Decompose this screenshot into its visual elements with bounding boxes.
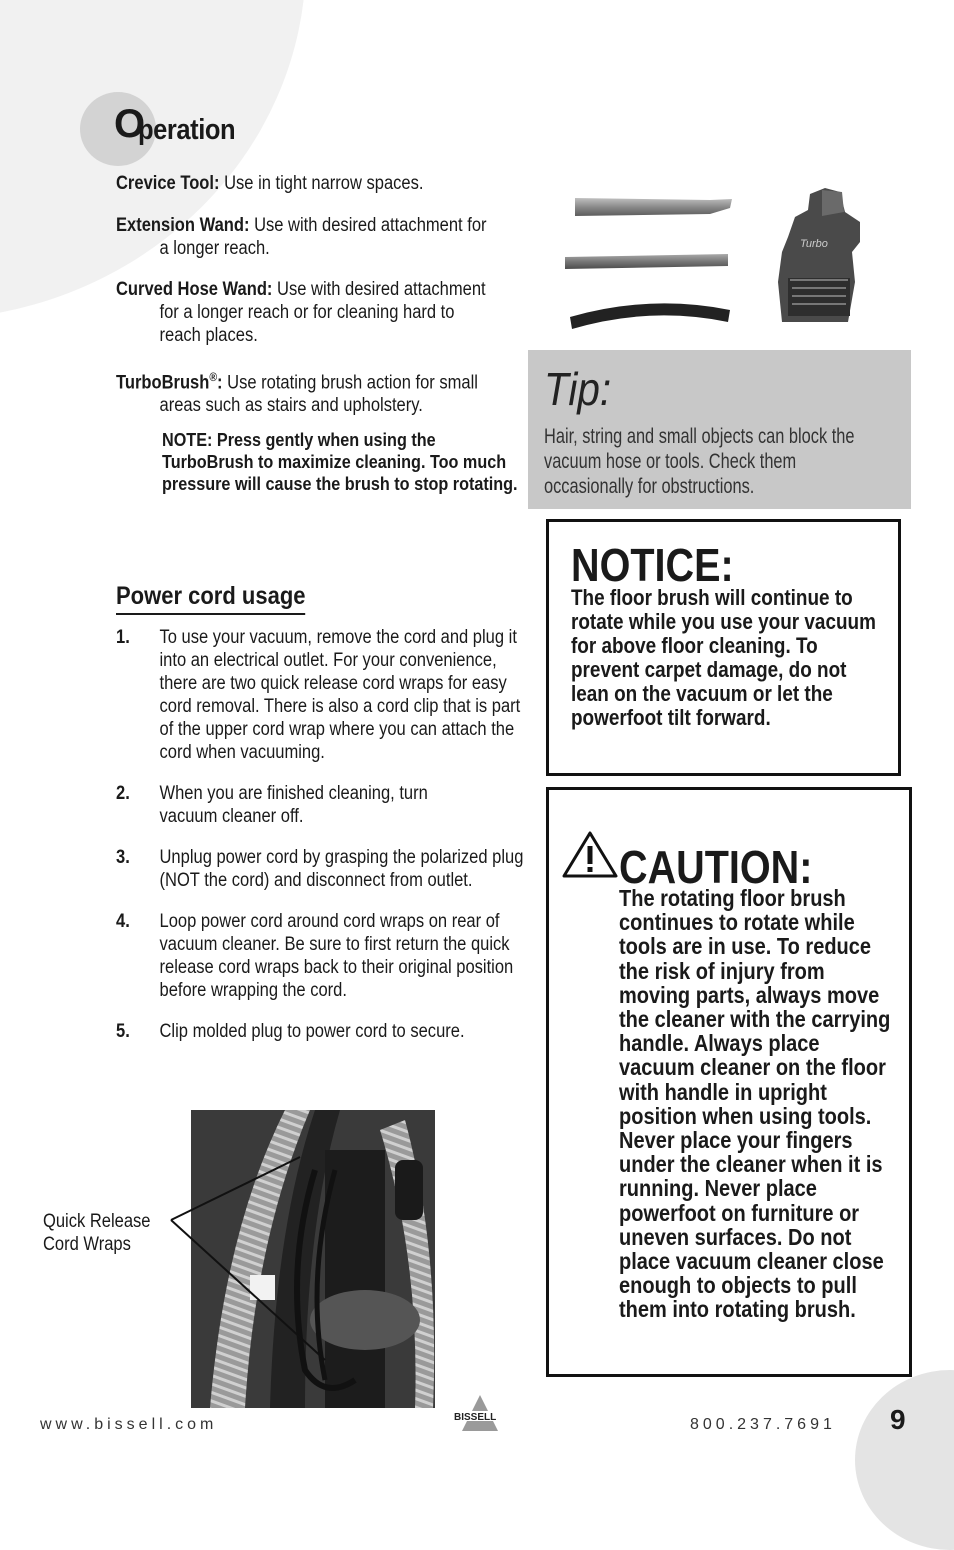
extension-wand-icon — [565, 254, 728, 269]
footer-phone: 800.237.7691 — [690, 1416, 836, 1433]
crevice-tool-icon — [575, 198, 732, 216]
turbobrush-note: NOTE: Press gently when using the TurboBrush to maximize cleaning. Too much pressure will cause the brush to stop rotating. — [162, 430, 518, 494]
step-text: To use your vacuum, remove the cord and plug it into an electrical outlet. For your convenience, there are two quick release cord wraps for easy cord removal. There is also a cord clip that is part of the upper cord wrap where you can attach the cord when vacuuming. — [159, 627, 521, 763]
tool-definition-turbobrush — [116, 366, 525, 417]
step-number: 1. — [116, 627, 130, 648]
tool-description-cont: areas such as stairs and upholstery. — [159, 395, 423, 417]
step-item — [116, 1020, 525, 1043]
tool-description: Use with desired attachment for — [249, 215, 487, 236]
page-number: 9 — [890, 1404, 906, 1435]
heading-initial: O — [114, 102, 146, 146]
tool-term: Extension Wand: — [116, 215, 250, 236]
tool-definition-curved-hose-wand — [116, 278, 525, 347]
background-arc — [0, 0, 306, 320]
power-cord-title: Power cord usage — [116, 582, 306, 615]
bissell-logo — [452, 1393, 508, 1433]
step-item — [116, 910, 525, 1002]
tool-description-cont: for a longer reach or for cleaning hard to reach places. — [159, 302, 455, 346]
tool-description: Use with desired attachment — [272, 279, 486, 300]
tool-term: TurboBrush — [116, 372, 210, 394]
turbobrush-icon — [778, 188, 860, 322]
cord-wrap-photo — [165, 1110, 435, 1410]
power-cord-steps — [116, 626, 525, 1061]
photo-label-line1: Quick Release — [43, 1211, 151, 1232]
caution-box — [546, 787, 912, 1377]
step-item — [116, 626, 525, 764]
step-item — [116, 846, 525, 892]
tip-title: Tip: — [544, 363, 612, 415]
page-number-background — [855, 1370, 954, 1550]
photo-label — [43, 1210, 150, 1256]
notice-box — [546, 519, 901, 776]
warning-triangle-icon — [561, 830, 619, 880]
heading-rest: peration — [138, 114, 236, 146]
step-number: 5. — [116, 1021, 130, 1042]
tool-description-cont: a longer reach. — [159, 238, 270, 259]
step-number: 2. — [116, 783, 130, 804]
caution-body: The rotating floor brush continues to rotate while tools are in use. To reduce the risk of injury from moving parts, always move the cleaner with the carrying handle. Always place vacuum cleaner on the floor with handle in upright position when using tools. Never place your fingers under the cleaner when it is running. Never place powerfoot on furniture or uneven surfaces. Do not place vacuum cleaner close enough to objects to pull them into rotating brush. — [619, 885, 891, 1323]
tool-term: Crevice Tool: — [116, 173, 220, 194]
tool-term-colon: : — [217, 372, 223, 394]
step-item — [116, 782, 525, 828]
curved-hose-wand-icon — [570, 303, 730, 329]
registered-mark: ® — [209, 370, 218, 384]
tool-definition-extension-wand — [116, 214, 525, 260]
tool-description: Use rotating brush action for small — [222, 372, 478, 394]
attachments-illustration — [560, 182, 910, 342]
photo-label-line2: Cord Wraps — [43, 1234, 131, 1255]
notice-body: The floor brush will continue to rotate while you use your vacuum for above floor cleaning. To prevent carpet damage, do not lean on the vacuum or let the powerfoot tilt forward. — [571, 585, 876, 730]
step-text: Loop power cord around cord wraps on rear of vacuum cleaner. Be sure to first return the quick release cord wraps back to their original position before wrapping the cord. — [159, 911, 514, 1001]
step-text: Clip molded plug to power cord to secure. — [159, 1021, 465, 1042]
caution-title: CAUTION: — [619, 841, 813, 893]
tool-term: Curved Hose Wand: — [116, 279, 273, 300]
turbo-label: Turbo — [800, 238, 828, 250]
footer-url: www.bissell.com — [40, 1416, 218, 1433]
tool-description: Use in tight narrow spaces. — [219, 173, 424, 194]
tip-body: Hair, string and small objects can block the vacuum hose or tools. Check them occasionally for obstructions. — [544, 425, 855, 498]
logo-text: BISSELL — [454, 1412, 497, 1423]
step-number: 4. — [116, 911, 130, 932]
tool-definition-crevice — [116, 172, 525, 195]
step-number: 3. — [116, 847, 130, 868]
notice-title: NOTICE: — [571, 539, 734, 591]
tip-box — [528, 350, 911, 509]
step-text: Unplug power cord by grasping the polarized plug (NOT the cord) and disconnect from outlet. — [159, 847, 524, 891]
step-text: When you are finished cleaning, turn vacuum cleaner off. — [159, 783, 428, 827]
